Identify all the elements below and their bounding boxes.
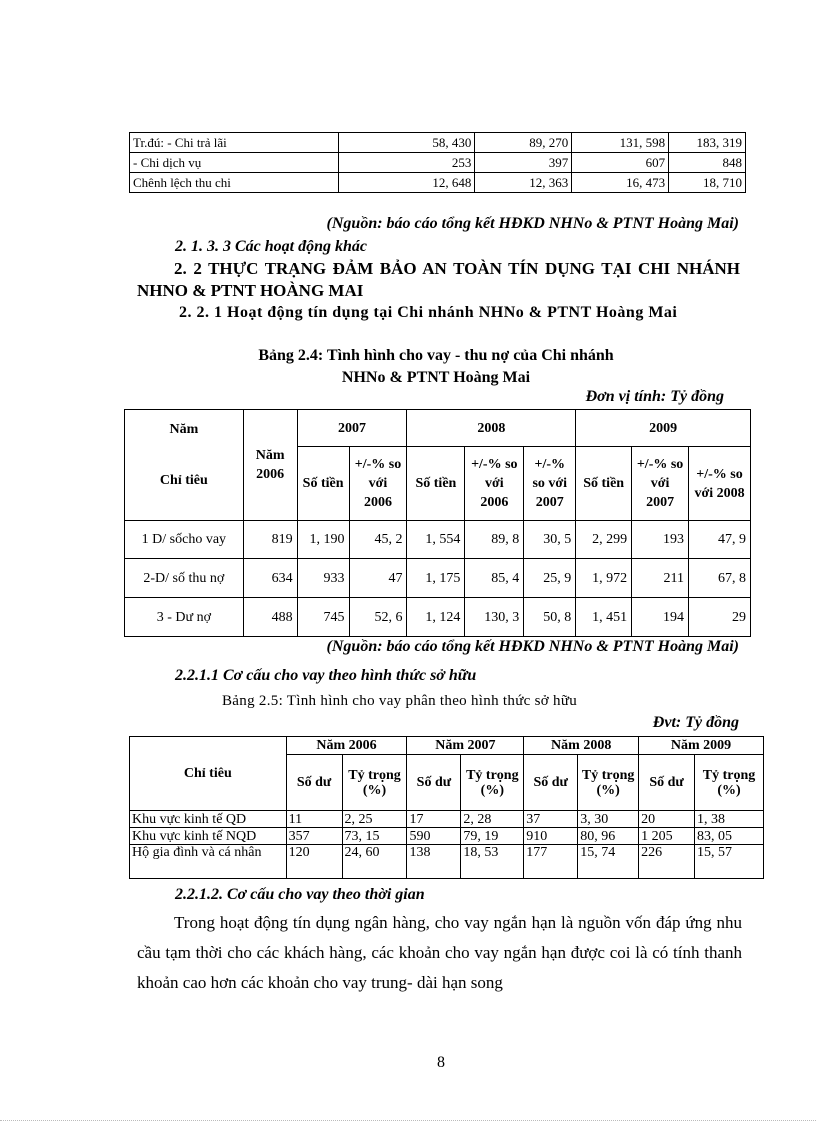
row-label: Chênh lệch thu chi [130, 173, 339, 193]
cell: 67, 8 [689, 559, 751, 598]
cell: 1, 451 [576, 598, 632, 637]
table-row [130, 153, 746, 173]
header-amount: Số tiền [576, 447, 632, 521]
table-row [130, 845, 764, 879]
cell: 30, 5 [524, 521, 576, 559]
row-label: 3 - Dư nợ [125, 598, 244, 637]
header-pct-2007: +/-% so với 2007 [524, 447, 576, 521]
row-label: - Chi dịch vụ [130, 153, 339, 173]
table-2-4 [124, 409, 751, 637]
cell: 194 [632, 598, 689, 637]
header-2008: 2008 [407, 410, 576, 447]
source-note: (Nguồn: báo cáo tổng kết HĐKD NHNo & PTNT Hoàng Mai) [326, 215, 739, 232]
header-share: Tỷ trọng (%) [461, 755, 524, 811]
table-row [130, 828, 764, 845]
cell: 2, 299 [576, 521, 632, 559]
cell: 2, 25 [342, 811, 407, 828]
subsection-heading: 2.2.1.2. Cơ cấu cho vay theo thời gian [175, 886, 425, 903]
cell: 138 [407, 845, 461, 879]
section-heading: 2. 2 THỰC TRẠNG ĐẢM BẢO AN TOÀN TÍN DỤNG TẠI CHI NHÁNH NHNO & PTNT HOÀNG MAI [137, 259, 740, 300]
cell: 29 [689, 598, 751, 637]
cell: 1, 972 [576, 559, 632, 598]
table-row [125, 559, 751, 598]
page-number: 8 [437, 1054, 445, 1071]
page-edge-divider [0, 1120, 816, 1121]
table-row [130, 173, 746, 193]
row-label: 2-D/ số thu nợ [125, 559, 244, 598]
cell: 12, 363 [475, 173, 572, 193]
header-year: Năm 2006 [286, 737, 407, 755]
row-label: 1 D/ sốcho vay [125, 521, 244, 559]
cell: 933 [297, 559, 349, 598]
cell: 15, 57 [695, 845, 764, 879]
header-year: Năm 2008 [524, 737, 639, 755]
table-row [130, 811, 764, 828]
source-note: (Nguồn: báo cáo tổng kết HĐKD NHNo & PTNT Hoàng Mai) [326, 638, 739, 655]
cell: 85, 4 [465, 559, 524, 598]
header-2006: Năm 2006 [243, 410, 297, 521]
row-label: Khu vực kinh tế QD [130, 811, 287, 828]
header-balance: Số dư [407, 755, 461, 811]
header-2007: 2007 [297, 410, 407, 447]
cell: 47, 9 [689, 521, 751, 559]
cell: 37 [524, 811, 578, 828]
table-title [200, 345, 672, 389]
cell: 1, 38 [695, 811, 764, 828]
cell: 12, 648 [338, 173, 475, 193]
cell: 1 205 [639, 828, 695, 845]
cell: 488 [243, 598, 297, 637]
cell: 130, 3 [465, 598, 524, 637]
cell: 357 [286, 828, 342, 845]
cell: 120 [286, 845, 342, 879]
cell: 15, 74 [578, 845, 639, 879]
cell: 1, 190 [297, 521, 349, 559]
cell: 20 [639, 811, 695, 828]
header-corner [125, 410, 244, 521]
cell: 607 [572, 153, 669, 173]
table-title-line: NHNo & PTNT Hoàng Mai [341, 369, 531, 386]
cell: 131, 598 [572, 133, 669, 153]
cell: 634 [243, 559, 297, 598]
cell: 590 [407, 828, 461, 845]
cell: 50, 8 [524, 598, 576, 637]
unit-label: Đvt: Tỷ đồng [652, 714, 739, 731]
header-share: Tỷ trọng (%) [695, 755, 764, 811]
header-balance: Số dư [524, 755, 578, 811]
table-row [130, 133, 746, 153]
header-year: Năm 2009 [639, 737, 764, 755]
cell: 89, 270 [475, 133, 572, 153]
cell: 16, 473 [572, 173, 669, 193]
header-amount: Số tiền [407, 447, 465, 521]
cell: 45, 2 [349, 521, 407, 559]
cell: 3, 30 [578, 811, 639, 828]
subsection-heading: 2. 2. 1 Hoạt động tín dụng tại Chi nhánh NHNo & PTNT Hoàng Mai [179, 304, 678, 321]
row-label: Khu vực kinh tế NQD [130, 828, 287, 845]
table-title: Bảng 2.5: Tình hình cho vay phân theo hình thức sở hữu [222, 693, 578, 709]
row-label: Hộ gia đình và cá nhân [130, 845, 287, 879]
header-pct-2006: +/-% so với 2006 [465, 447, 524, 521]
header-amount: Số tiền [297, 447, 349, 521]
cell: 25, 9 [524, 559, 576, 598]
cell: 24, 60 [342, 845, 407, 879]
header-year-label: Năm [169, 422, 199, 437]
cell: 47 [349, 559, 407, 598]
cell: 183, 319 [669, 133, 746, 153]
header-year: Năm 2007 [407, 737, 524, 755]
cell: 17 [407, 811, 461, 828]
row-label: Tr.đú: - Chi trả lãi [130, 133, 339, 153]
cell: 848 [669, 153, 746, 173]
table-title-line: Bảng 2.4: Tình hình cho vay - thu nợ của Chi nhánh [258, 347, 614, 364]
cell: 226 [639, 845, 695, 879]
cell: 2, 28 [461, 811, 524, 828]
subsection-heading: 2.2.1.1 Cơ cấu cho vay theo hình thức sở hữu [175, 667, 477, 684]
cell: 80, 96 [578, 828, 639, 845]
cell: 177 [524, 845, 578, 879]
cell: 193 [632, 521, 689, 559]
cell: 58, 430 [338, 133, 475, 153]
header-pct-2008: +/-% so với 2008 [689, 447, 751, 521]
cell: 83, 05 [695, 828, 764, 845]
cell: 819 [243, 521, 297, 559]
cell: 745 [297, 598, 349, 637]
cell: 397 [475, 153, 572, 173]
cell: 73, 15 [342, 828, 407, 845]
header-pct-2006: +/-% so với 2006 [349, 447, 407, 521]
header-pct-2007: +/-% so với 2007 [632, 447, 689, 521]
cell: 89, 8 [465, 521, 524, 559]
cell: 52, 6 [349, 598, 407, 637]
table-top-continuation [129, 132, 746, 193]
body-paragraph: Trong hoạt động tín dụng ngân hàng, cho vay ngắn hạn là nguồn vốn đáp ứng nhu cầu tạm thời cho các khách hàng, các khoản cho vay ngắn hạn được coi là có tính thanh khoản cao hơn các khoản cho vay trung- dài hạn song [137, 913, 742, 992]
header-balance: Số dư [286, 755, 342, 811]
cell: 18, 710 [669, 173, 746, 193]
header-balance: Số dư [639, 755, 695, 811]
cell: 18, 53 [461, 845, 524, 879]
cell: 211 [632, 559, 689, 598]
cell: 1, 554 [407, 521, 465, 559]
table-row [125, 598, 751, 637]
cell: 253 [338, 153, 475, 173]
section-heading: 2. 1. 3. 3 Các hoạt động khác [175, 238, 368, 255]
header-indicator: Chỉ tiêu [130, 737, 287, 811]
cell: 79, 19 [461, 828, 524, 845]
unit-label: Đơn vị tính: Tỷ đồng [585, 388, 724, 405]
header-share: Tỷ trọng (%) [342, 755, 407, 811]
header-indicator-label: Chỉ tiêu [159, 473, 208, 488]
cell: 1, 175 [407, 559, 465, 598]
cell: 910 [524, 828, 578, 845]
table-2-5 [129, 736, 764, 879]
cell: 11 [286, 811, 342, 828]
header-2009: 2009 [576, 410, 751, 447]
header-share: Tỷ trọng (%) [578, 755, 639, 811]
cell: 1, 124 [407, 598, 465, 637]
table-row [125, 521, 751, 559]
